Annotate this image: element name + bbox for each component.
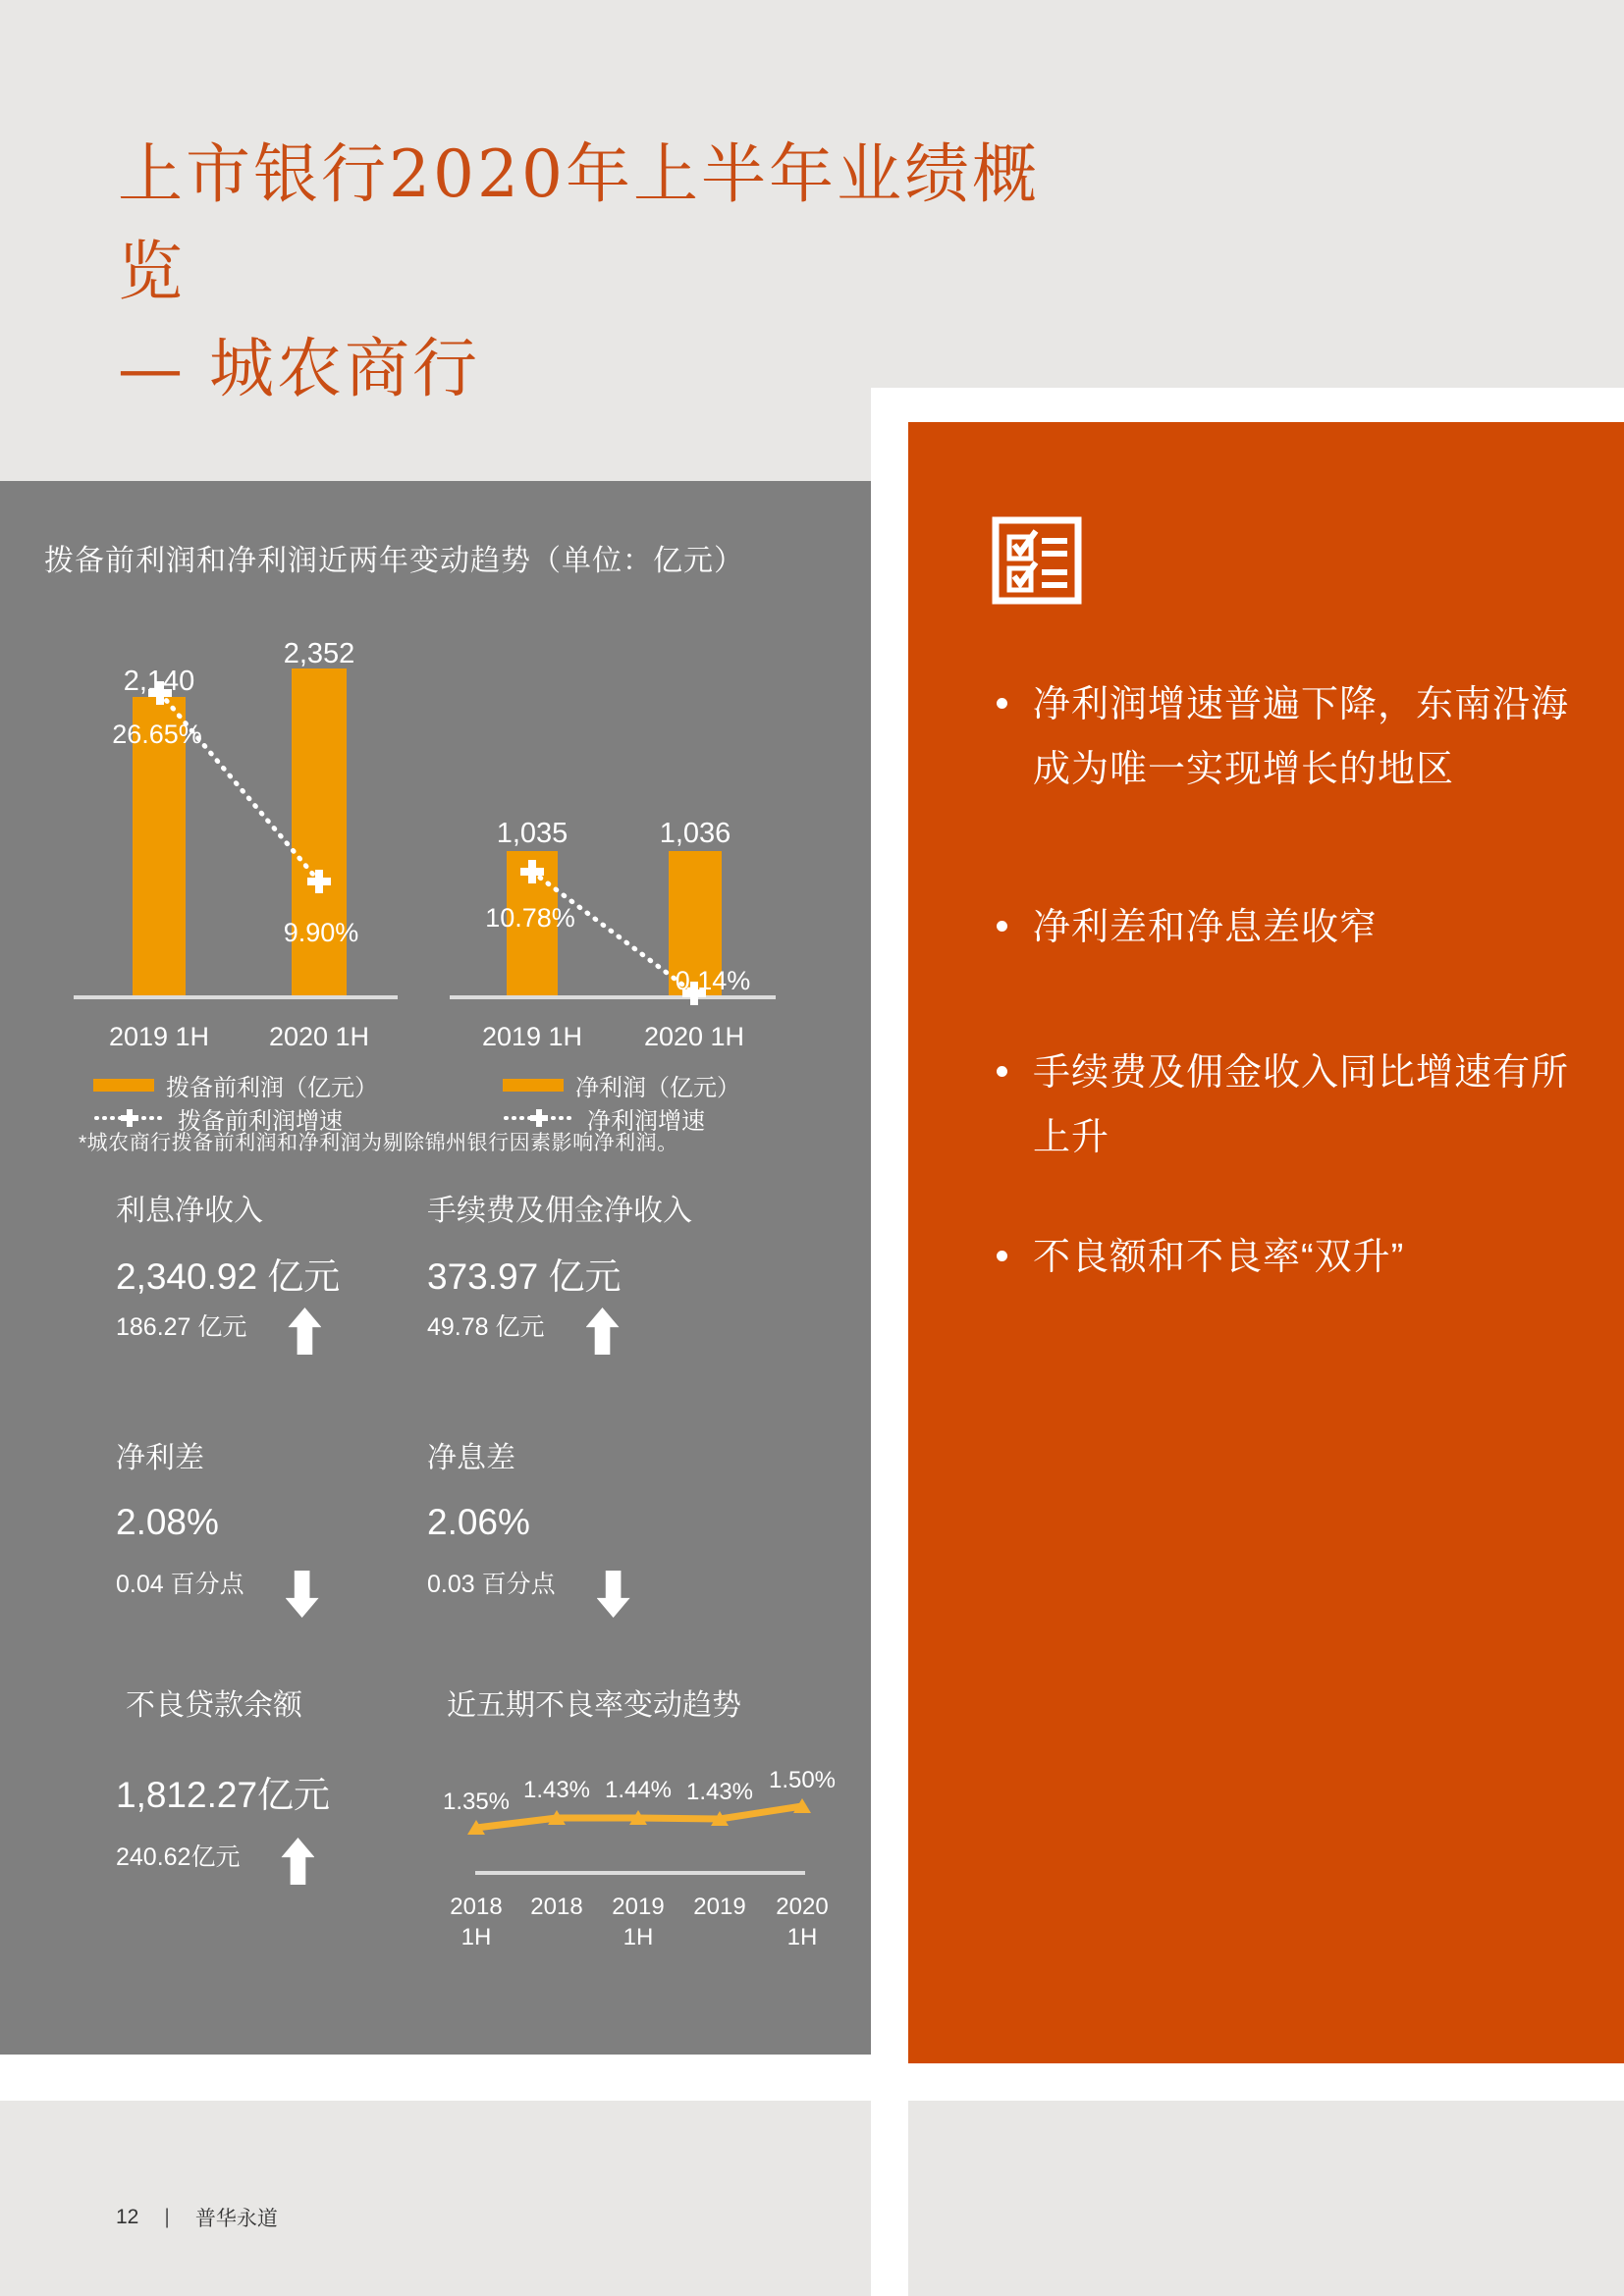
up-arrow-icon [281,1838,314,1885]
npl-axis-year: 2019 [612,1894,665,1920]
highlight-text: 不良额和不良率“双升” [1033,1237,1405,1278]
np-2020-growth: 0.14% [675,966,751,995]
ppop-axis-2020-1h: 2020 1H [268,1022,370,1051]
net-interest-income-label: 利息净收入 [116,1195,263,1227]
highlights-panel [908,422,1624,2063]
np-2020-value: 1,036 [659,818,731,849]
up-arrow-icon [288,1308,321,1355]
net-interest-margin-label: 净息差 [427,1442,515,1474]
bullet-dot-icon [997,698,1007,709]
ppop-2019-growth: 26.65% [112,720,202,749]
charts-panel-title: 拨备前利润和净利润近两年变动趋势（单位：亿元） [44,545,744,577]
highlight-text: 手续费及佣金收入同比增速有所上升 [1033,1052,1570,1158]
chart-footnote: *城农商行拨备前利润和净利润为剔除锦州银行因素影响净利润。 [79,1132,678,1154]
npl-axis-label [591,1892,685,1952]
npl-point-label: 1.50% [768,1767,837,1793]
npl-axis-label [673,1892,767,1922]
page-number: 12 [116,2206,139,2228]
ppop-bar-legend-label: 拨备前利润（亿元） [166,1074,378,1101]
np-line-legend-label: 净利润增速 [587,1107,705,1135]
fee-income-change [427,1308,620,1355]
npl-axis-year: 2018 [530,1894,583,1920]
bullet-dot-icon [997,921,1007,932]
npl-axis-half: 1H [786,1924,818,1950]
net-interest-spread-label: 净利差 [116,1442,204,1474]
net-interest-margin-change [427,1565,630,1618]
footer [116,2203,278,2232]
npl-axis-year: 2020 [776,1894,829,1920]
brand-name: 普华永道 [194,2208,278,2230]
ppop-2019-value: 2,140 [123,666,195,697]
np-2019-value: 1,035 [496,818,568,849]
net-interest-spread-change-value: 0.04 百分点 [116,1571,244,1598]
highlight-text: 净利润增速普遍下降，东南沿海成为唯一实现增长的地区 [1033,684,1570,790]
npl-axis-year: 2019 [693,1894,746,1920]
fee-income-change-value: 49.78 亿元 [427,1313,545,1341]
npl-trend-title: 近五期不良率变动趋势 [447,1689,741,1722]
npl-balance-change-value: 240.62亿元 [116,1843,241,1871]
net-interest-income-change-value: 186.27 亿元 [116,1313,247,1341]
bottom-left-block [0,2101,871,2296]
dotted-line-marker-icon [93,1109,166,1127]
npl-axis-year: 2018 [450,1894,503,1920]
page-title-line1: 上市银行2020年上半年业绩概览 [118,136,1040,309]
bottom-right-block [908,2101,1624,2296]
npl-point-label: 1.43% [685,1779,754,1805]
net-interest-spread-change [116,1565,319,1618]
checklist-icon [990,512,1084,609]
dotted-line-marker-icon [503,1109,575,1127]
down-arrow-icon [597,1571,630,1618]
fee-income-label: 手续费及佣金净收入 [427,1195,692,1227]
up-arrow-icon [586,1308,620,1355]
npl-balance-label: 不良贷款余额 [126,1689,302,1722]
highlight-text: 净利差和净息差收窄 [1033,907,1379,948]
bullet-dot-icon [997,1251,1007,1261]
np-2019-growth: 10.78% [485,903,575,933]
npl-axis-half: 1H [460,1924,492,1950]
ppop-2020-value: 2,352 [283,638,355,669]
npl-point-label: 1.35% [442,1789,511,1815]
footer-separator: | [164,2206,170,2228]
ppop-legend [93,1068,378,1135]
npl-axis-label [510,1892,604,1922]
npl-axis-label [755,1892,849,1952]
fee-income-value: 373.97 亿元 [427,1256,622,1297]
npl-balance-change [116,1838,314,1885]
npl-axis-half: 1H [623,1924,654,1950]
npl-balance-value: 1,812.27亿元 [116,1775,331,1815]
npl-point-label: 1.43% [522,1777,591,1803]
npl-point-label: 1.44% [604,1777,673,1803]
np-bar-legend-label: 净利润（亿元） [575,1074,740,1101]
net-interest-income-change [116,1308,321,1355]
ppop-line-legend-label: 拨备前利润增速 [178,1107,343,1135]
np-axis-2020-1h: 2020 1H [643,1022,745,1051]
np-legend [503,1068,740,1135]
down-arrow-icon [286,1571,319,1618]
bullet-dot-icon [997,1066,1007,1077]
ppop-axis-2019-1h: 2019 1H [108,1022,210,1051]
charts-panel [0,481,871,2055]
net-interest-income-value: 2,340.92 亿元 [116,1256,341,1297]
net-interest-margin-value: 2.06% [427,1502,530,1542]
net-interest-spread-value: 2.08% [116,1502,219,1542]
ppop-2020-growth: 9.90% [283,918,359,947]
ppop-bar-swatch-icon [93,1079,154,1092]
np-bar-swatch-icon [503,1079,564,1092]
np-axis-2019-1h: 2019 1H [481,1022,583,1051]
page-title [118,126,1100,417]
page-title-line2: — 城农商行 [118,331,480,406]
net-interest-margin-change-value: 0.03 百分点 [427,1571,556,1598]
